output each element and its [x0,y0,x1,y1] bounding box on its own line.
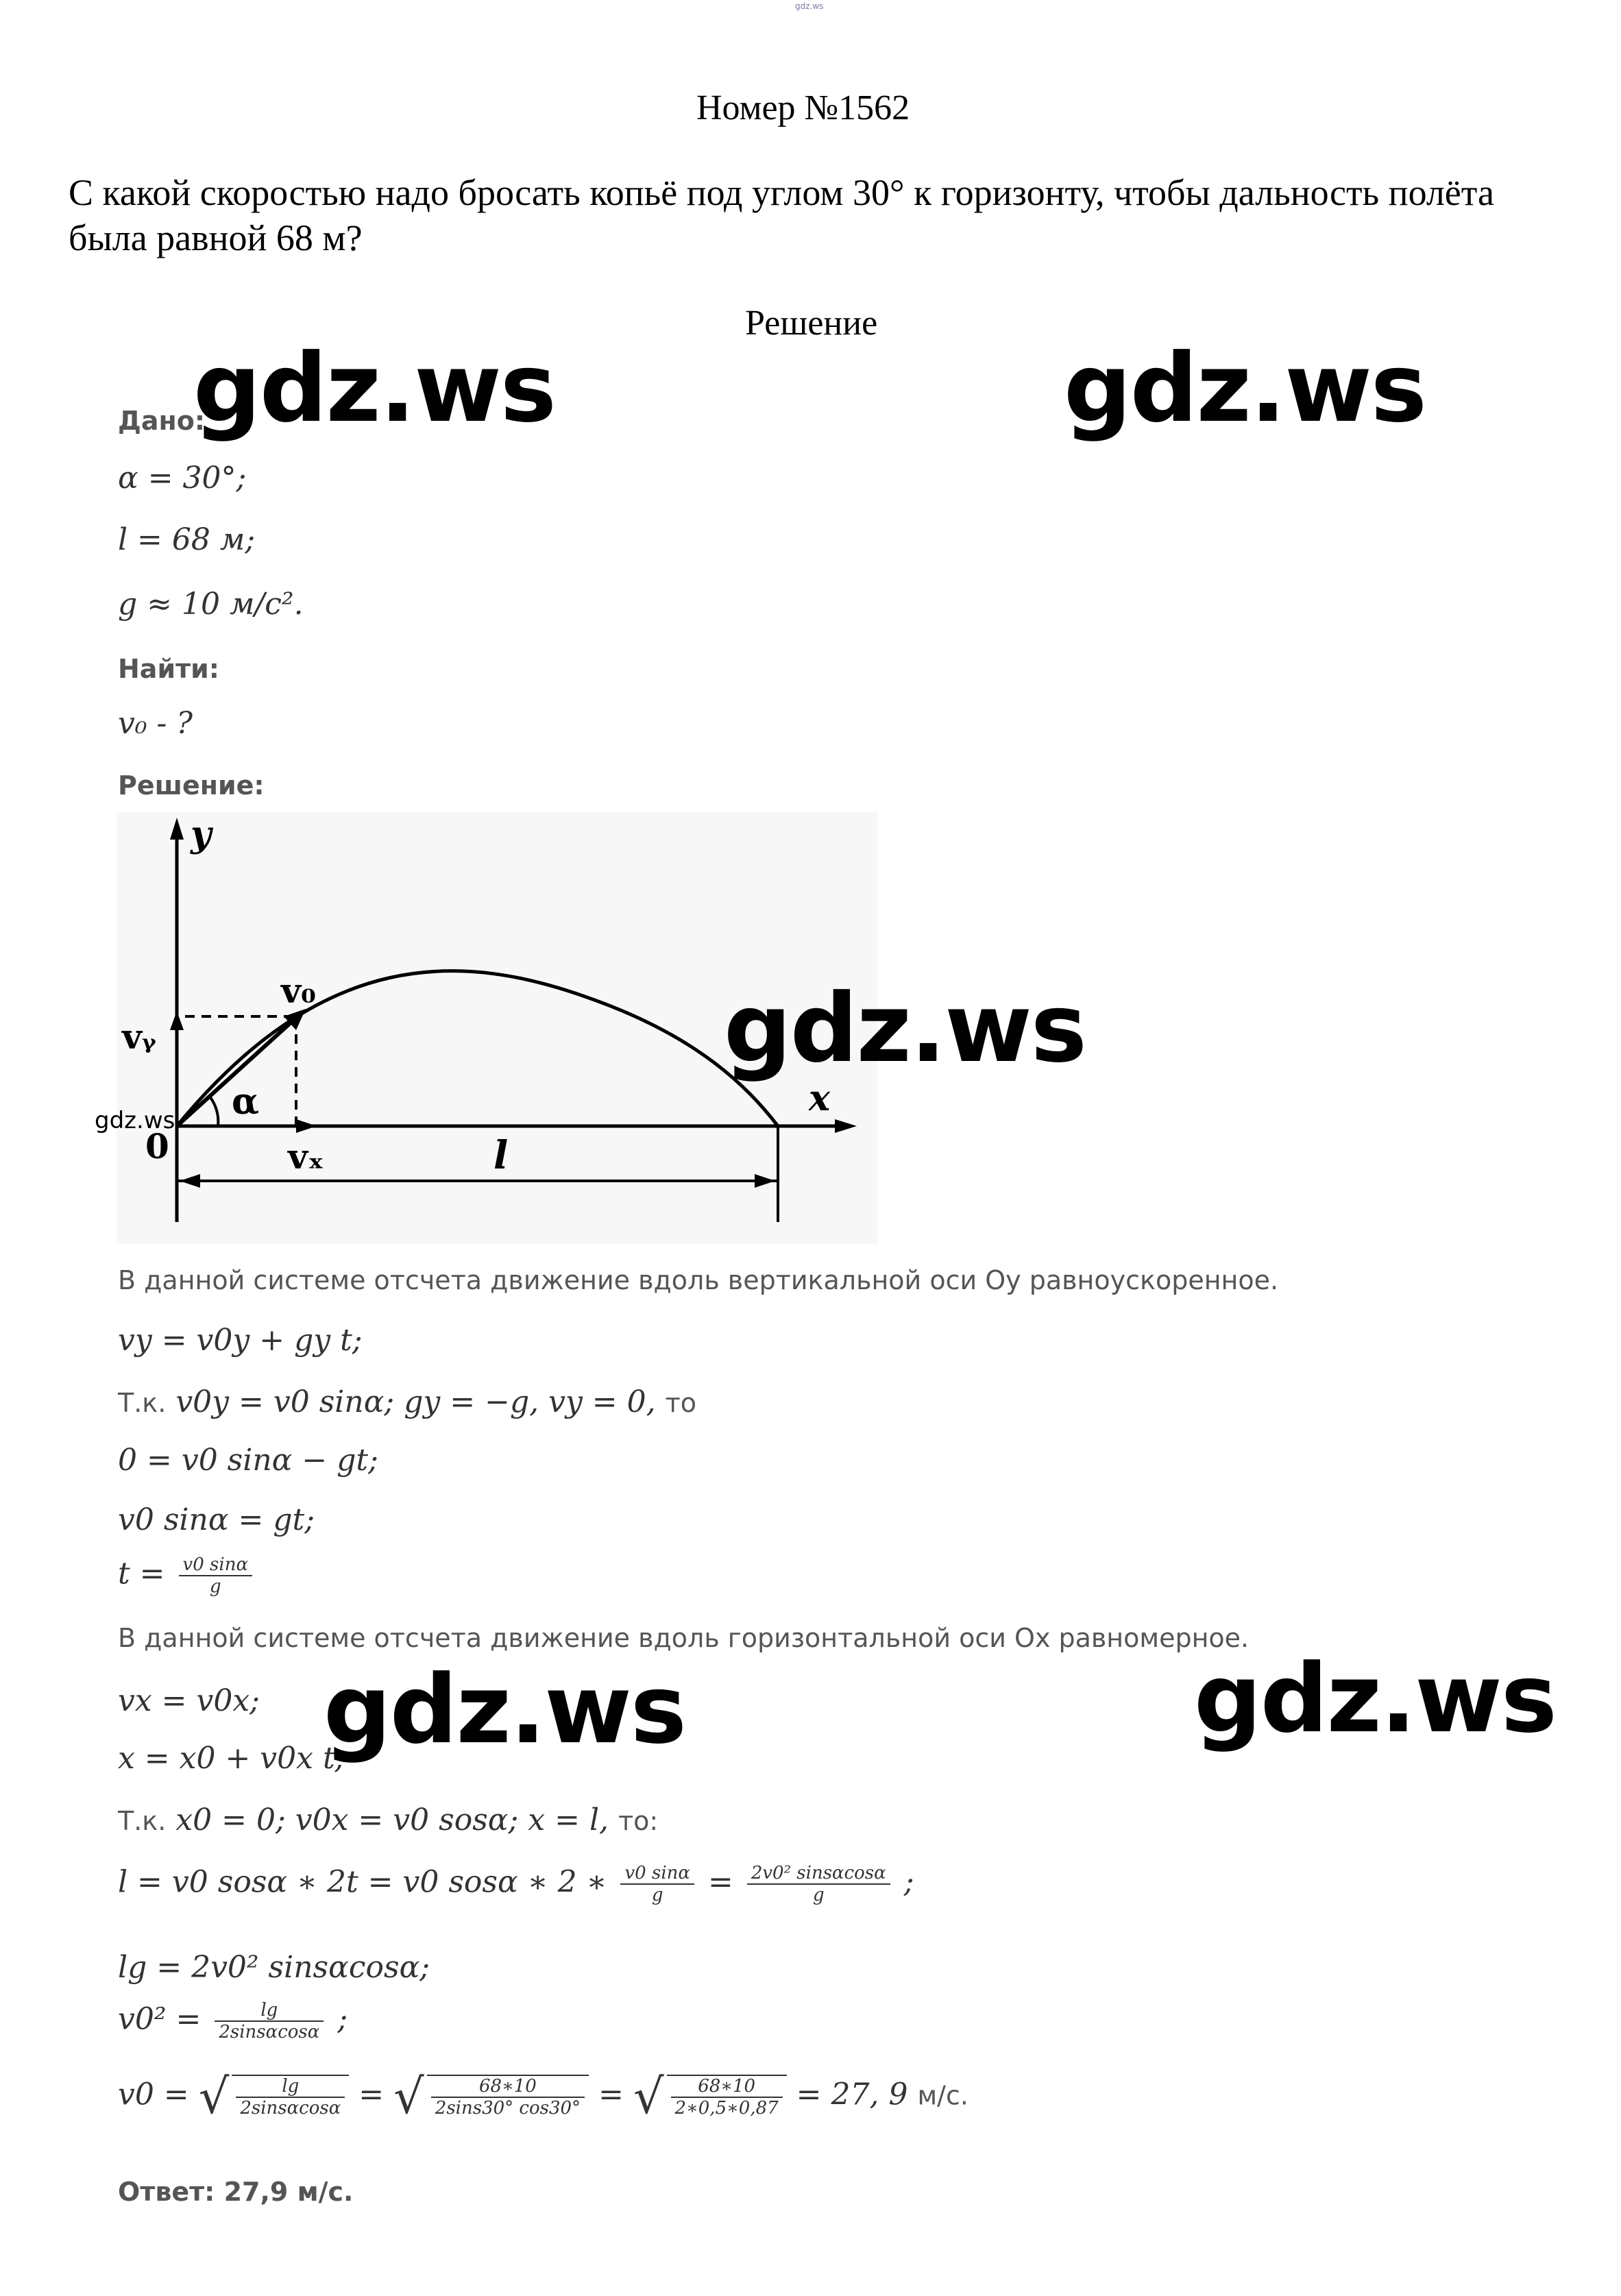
eq12-result: = 27, 9 [796,2077,908,2112]
eq12-r1d: 2sinsαcosα [240,2098,341,2118]
eq9-f2d: g [812,1885,825,1905]
eq2-post: то [665,1388,697,1418]
solution-label: Решение: [118,770,265,801]
vy-label: vᵧ [122,1016,156,1057]
eq-vy: vy = v0y + gy t; [118,1323,363,1358]
eq8-body: x0 = 0; v0x = v0 sosα; x = l, [175,1803,609,1837]
eq-vx: vx = v0x; [118,1683,260,1718]
eq11-num: lg [215,2000,324,2022]
sqrt-sign-2: √ [393,2068,424,2125]
watermark-5: gdz.ws [1194,1644,1556,1754]
eq12-r3n: 68∗10 [671,2076,783,2098]
eq9-f1n: v0 sinα [620,1863,694,1885]
page-title: Номер №1562 [696,88,910,127]
top-watermark: gdz.ws [795,1,824,11]
text-horizontal-motion: В данной системе отсчета движение вдоль горизонтальной оси Ox равномерное. [118,1623,1250,1653]
find-label: Найти: [118,654,219,684]
solution-heading: Решение [745,304,878,343]
eq9-eq: = [707,1864,733,1900]
eq-zero: 0 = v0 sinα − gt; [118,1443,378,1478]
eq11-end: ; [337,2001,348,2037]
eq12-lhs: v0 = [118,2077,189,2112]
eq12-r2n: 68∗10 [431,2076,585,2098]
eq5-fraction [179,1554,252,1597]
eq12-r2d: 2sins30° cos30° [435,2098,581,2118]
eq-lg: lg = 2v0² sinsαcosα; [118,1950,430,1985]
eq11-den: 2sinsαcosα [219,2022,320,2042]
eq12-r3d: 2∗0,5∗0,87 [674,2098,779,2118]
eq12-r1n: lg [236,2076,345,2098]
eq5-lhs: t = [118,1556,165,1591]
eq-l [118,1863,914,1905]
problem-text: С какой скоростью надо бросать копьё под углом 30° к горизонту, чтобы дальность полёта была равной 68 м? [69,172,1495,258]
eq-v0-result: v0 = √ $\frac{\lg}{2\sin s\alpha\cos\alpha}$ = √ $\frac{68∗10}{2\sin s30^\circ \cos 30^\circ}$ = √ $\frac{68∗10}{2∗0,5∗0,87}$ = 27, 9 м/с. [118,2068,968,2125]
watermark-2: gdz.ws [1064,333,1426,443]
eq2-body: v0y = v0 sinα; gy = −g, vy = 0, [175,1384,656,1419]
origin-label: 0 [145,1126,169,1167]
eq11-fraction [215,2000,324,2042]
watermark-1: gdz.ws [193,333,555,443]
eq-t [118,1554,256,1597]
eq12-unit: м/с. [917,2080,968,2111]
sqrt-1 [232,2075,349,2118]
v0-label: v₀ [281,970,316,1011]
eq9-frac2 [747,1863,890,1905]
eq9-f2n: 2v0² sinsαcosα [747,1863,890,1885]
eq-v0sin: v0 sinα = gt; [118,1502,315,1537]
eq-conditions-vertical [118,1384,696,1419]
sqrt-sign-1: √ [198,2068,230,2125]
given-gravity: g ≈ 10 м/с². [118,587,304,622]
length-label: l [493,1133,509,1178]
text-vertical-motion: В данной системе отсчета движение вдоль вертикальной оси Oy равноускоренное. [118,1265,1279,1295]
eq-v0-squared [118,2000,348,2042]
eq11-lhs: v0² = [118,2001,202,2037]
eq9-f1d: g [651,1885,663,1905]
x-axis-label: x [809,1077,831,1119]
sqrt-2 [427,2075,589,2118]
sqrt-3 [667,2075,787,2118]
eq5-num: v0 sinα [179,1554,252,1576]
y-axis-label: y [191,814,212,855]
eq-conditions-horizontal [118,1803,658,1837]
eq8-post: то: [618,1806,659,1836]
alpha-label: α [232,1081,260,1123]
answer: Ответ: 27,9 м/с. [118,2177,354,2207]
eq5-den: g [209,1576,221,1597]
given-alpha: α = 30°; [118,461,247,496]
eq9-a: l = v0 sosα ∗ 2t = v0 sosα ∗ 2 ∗ [118,1864,607,1900]
eq9-end: ; [903,1864,914,1900]
eq2-pre: Т.к. [118,1388,167,1418]
watermark-3: gdz.ws [724,973,1086,1084]
eq8-pre: Т.к. [118,1806,167,1836]
sqrt-sign-3: √ [633,2068,664,2125]
vx-label: vₓ [288,1136,324,1177]
eq-x: x = x0 + v0x t; [118,1741,345,1776]
watermark-4: gdz.ws [324,1654,685,1765]
given-length: l = 68 м; [118,522,256,557]
diagram-watermark: gdz.ws [95,1107,175,1134]
given-label: Дано: [118,406,206,436]
find-item: v₀ - ? [118,706,193,741]
eq9-frac1 [620,1863,694,1905]
